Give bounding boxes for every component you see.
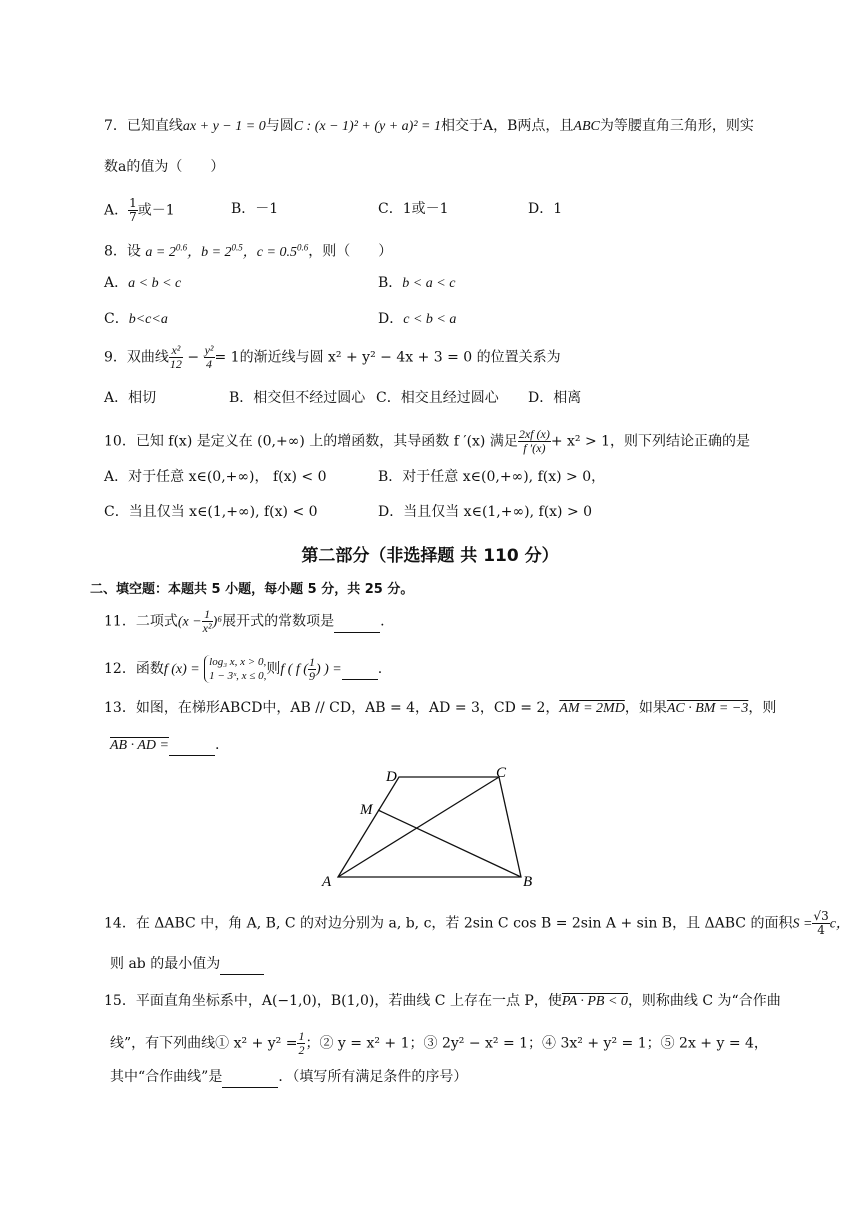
- q7-line-eq: ax + y − 1 = 0: [182, 119, 266, 134]
- q14-text-a: 在 ΔABC 中，角 A, B, C 的对边分别为 a, b, c，若 2sin C cos B = 2sin A + sin B，且 ΔABC 的面积: [135, 915, 793, 932]
- q15-text-a: 平面直角坐标系中，A(−1,0)，B(1,0)，若曲线 C 上存在一点 P，使: [135, 993, 562, 1009]
- section2-heading: 二、填空题：本题共 5 小题，每小题 5 分，共 25 分。: [90, 582, 414, 597]
- q8-option-c-text: b<c<a: [128, 312, 168, 327]
- q11-frac-den: x²: [202, 621, 212, 635]
- q8-option-d-text: c < b < a: [403, 312, 457, 327]
- q7-option-a-fraction: [128, 197, 138, 224]
- q9-option-b: [229, 388, 365, 408]
- q7-option-c-text: 1或－1: [402, 201, 449, 217]
- q14-number: 14．: [104, 915, 136, 932]
- q13-vec2: AC · BM = −3: [666, 701, 749, 716]
- q10-option-c: [104, 502, 318, 522]
- q10-option-b: [378, 467, 605, 487]
- q8-option-a-text: a < b < c: [128, 276, 182, 291]
- q13-number: 13．: [104, 700, 136, 716]
- q11-frac: [202, 608, 213, 635]
- q9-number: 9．: [104, 349, 127, 366]
- q9-line: 9．双曲线 $\frac{\text{x²}}{12}$ − $\frac{\text{y²}}{4}$ = 1的渐近线与圆 x² + y² − 4x + 3 = 0 的位置关系为: [104, 343, 561, 371]
- q13-text3: ，则: [748, 700, 777, 716]
- q7-frac-num: 1: [129, 196, 137, 210]
- q13-line2: [110, 735, 219, 756]
- q15-frac-den: 2: [298, 1043, 305, 1057]
- q15-line2: [110, 1030, 768, 1057]
- q12-frac: [308, 656, 316, 683]
- q7-line2: 数a的值为（ ）: [104, 159, 225, 175]
- q11-end: .: [380, 613, 385, 630]
- diagonal-ac: [338, 777, 499, 877]
- segment-bm: [378, 810, 521, 877]
- q15-line3: [110, 1067, 467, 1088]
- q8-text: 设: [126, 243, 141, 260]
- q13-vec3: AB · AD =: [110, 738, 169, 753]
- q15-frac-num: 1: [298, 1029, 305, 1043]
- q8-option-b: [378, 273, 455, 294]
- q10-option-d-label: D．: [378, 504, 404, 520]
- q15-line3-a: 其中“合作曲线”是: [110, 1069, 223, 1085]
- q9-option-c-label: C．: [376, 390, 401, 406]
- q15-line3-b: ．（填写所有满足条件的序号）: [278, 1069, 468, 1085]
- q12-piecewise: [204, 655, 266, 683]
- q8-option-d: [378, 309, 456, 330]
- q15-answer-blank[interactable]: [222, 1067, 278, 1088]
- q7-line1: [104, 116, 754, 137]
- q7-text-c: 相交于A，: [440, 118, 508, 134]
- q12-frac-num: 1: [308, 654, 315, 669]
- q14-line2-text: 则 ab 的最小值为: [110, 956, 221, 972]
- q9-option-a: [104, 388, 156, 408]
- q11-expr-a: (x −: [177, 614, 202, 630]
- q12-end: .: [377, 661, 383, 677]
- q11-text-b: 展开式的常数项是: [222, 613, 335, 630]
- q8-option-c-label: C．: [104, 311, 129, 327]
- q7-option-b-label: B．: [231, 201, 256, 217]
- q11-number: 11．: [104, 613, 136, 630]
- q13-end: .: [214, 737, 220, 753]
- q9-text-a: 双曲线: [126, 349, 169, 366]
- label-c: C: [496, 765, 507, 781]
- q7-option-d-text: 1: [553, 201, 563, 217]
- q12-case2: 1 − 3ˣ, x ≤ 0,: [209, 670, 267, 682]
- q7-option-a-label: A．: [104, 202, 129, 219]
- q7-circle-eq: C : (x − 1)² + (y + a)² = 1: [293, 119, 441, 134]
- q9-option-d-text: 相离: [553, 390, 582, 406]
- q10-text-a: 已知 f(x) 是定义在 (0,+∞) 上的增函数，其导函数 f ′(x) 满足: [135, 433, 518, 450]
- q8-option-b-label: B．: [378, 275, 403, 291]
- q7-option-b: [231, 199, 278, 219]
- q9-frac2-num: y²: [204, 343, 214, 357]
- q9-option-a-label: A．: [104, 390, 129, 406]
- q9-frac-1: [169, 344, 183, 371]
- q10-option-b-label: B．: [378, 469, 403, 485]
- q7-number: 7．: [104, 118, 127, 134]
- q8-option-d-label: D．: [378, 311, 404, 327]
- q10-frac-num: 2xf (x): [518, 427, 550, 441]
- q14-frac-den: 4: [817, 923, 825, 937]
- q9-option-d: [528, 388, 581, 408]
- q7-text-d: B两点，且: [507, 118, 574, 134]
- q10-frac-den: f ′(x): [523, 441, 546, 455]
- q8-option-a: [104, 273, 181, 294]
- q8-number: 8．: [104, 243, 127, 260]
- q14-line1: [104, 910, 850, 937]
- q10-option-d-text: 当且仅当 x∈(1,+∞), f(x) > 0: [403, 504, 593, 520]
- q9-frac2-den: 4: [206, 357, 213, 371]
- q15-line2-b: ；② y = x² + 1；③ 2y² − x² = 1；④ 3x² + y² = 1；⑤ 2x + y = 4，: [305, 1035, 768, 1052]
- label-d: D: [386, 769, 397, 785]
- q13-vec1: AM = 2MD: [559, 701, 625, 716]
- q9-text-b: = 1的渐近线与圆 x² + y² − 4x + 3 = 0 的位置关系为: [214, 349, 561, 366]
- q11-frac-num: 1: [202, 608, 213, 622]
- trapezoid-shape: [338, 777, 521, 877]
- q14-frac: [812, 910, 829, 937]
- trapezoid-figure: [310, 760, 550, 890]
- q12-fx: f (x) =: [163, 662, 200, 677]
- q15-number: 15．: [104, 993, 136, 1009]
- q7-frac-den: 7: [129, 210, 137, 224]
- q15-line2-a: 线”，有下列曲线① x² + y² =: [110, 1035, 298, 1052]
- q11-expr-b: )⁶: [212, 614, 223, 630]
- q8-option-a-label: A．: [104, 275, 129, 291]
- q12-ffe: ) ) =: [315, 662, 342, 677]
- q13-text2: ，如果: [624, 700, 667, 716]
- q9-frac1-den: 12: [169, 357, 182, 371]
- q7-text-b: 与圆: [265, 118, 294, 134]
- label-m: M: [360, 802, 373, 818]
- q12-text-b: 则: [266, 661, 281, 677]
- q10-option-d: [378, 502, 592, 522]
- q11-line: [104, 608, 385, 635]
- q9-option-c-text: 相交且经过圆心: [400, 390, 499, 406]
- q15-vec: PA · PB < 0: [561, 994, 628, 1009]
- q9-option-b-label: B．: [229, 390, 254, 406]
- q7-option-b-text: －1: [255, 201, 279, 217]
- q14-c: c，: [829, 916, 850, 932]
- q9-frac1-num: x²: [169, 344, 183, 358]
- q14-frac-num: √3: [813, 909, 829, 923]
- q12-case1: log₃ x, x > 0,: [209, 656, 267, 668]
- q7-text-e: 为等腰直角三角形，则实: [599, 118, 754, 134]
- part2-title: 第二部分（非选择题 共 110 分）: [301, 546, 559, 566]
- q10-option-a: [104, 467, 327, 487]
- q9-frac-2: [204, 344, 215, 371]
- q9-option-c: [376, 388, 499, 408]
- q10-number: 10．: [104, 433, 136, 450]
- q10-text-b: + x² > 1，则下列结论正确的是: [550, 433, 751, 450]
- q10-option-a-text: 对于任意 x∈(0,+∞)， f(x) < 0: [128, 469, 327, 485]
- q7-option-c: [378, 199, 449, 219]
- q10-option-c-text: 当且仅当 x∈(1,+∞), f(x) < 0: [128, 504, 318, 520]
- q8-option-b-text: b < a < c: [402, 276, 456, 291]
- q12-line: [104, 655, 382, 683]
- q15-text-b: ，则称曲线 C 为“合作曲: [627, 993, 781, 1009]
- q10-option-a-label: A．: [104, 469, 129, 485]
- q14-line2: [110, 954, 264, 975]
- q7-option-a: [104, 197, 175, 224]
- q9-option-b-text: 相交但不经过圆心: [253, 390, 366, 406]
- q10-line: [104, 428, 750, 455]
- label-a: A: [322, 874, 332, 890]
- q12-frac-den: 9: [308, 668, 315, 683]
- q15-line1: [104, 991, 781, 1012]
- q13-line1: [104, 698, 776, 719]
- q8-tail: ，则（ ）: [308, 243, 393, 260]
- q12-ff: f ( f (: [280, 662, 308, 677]
- q8-expr: $a = 2^{0.6}$，$b = 2^{0.5}$，$c = 0.5^{0.6}$: [145, 242, 309, 260]
- q7-option-a-text: 或－1: [137, 202, 175, 219]
- q9-option-d-label: D．: [528, 390, 554, 406]
- q14-s: S =: [792, 916, 813, 932]
- q12-answer-blank[interactable]: [342, 659, 378, 680]
- q10-frac: [518, 428, 551, 455]
- q7-option-d-label: D．: [528, 201, 554, 217]
- label-b: B: [523, 874, 533, 890]
- q8-option-c: [104, 309, 168, 330]
- q8-line: [104, 237, 392, 263]
- q13-answer-blank[interactable]: [169, 735, 215, 756]
- q10-option-c-label: C．: [104, 504, 129, 520]
- q7-option-c-label: C．: [378, 201, 403, 217]
- q12-number: 12．: [104, 661, 136, 677]
- q7-option-d: [528, 199, 562, 219]
- q10-option-b-text: 对于任意 x∈(0,+∞), f(x) > 0，: [402, 469, 606, 485]
- q9-option-a-text: 相切: [128, 390, 157, 406]
- q7-text-a: 已知直线: [126, 118, 183, 134]
- q7-triangle: ABC: [573, 119, 600, 134]
- q12-text-a: 函数: [135, 661, 164, 677]
- q11-answer-blank[interactable]: [334, 612, 380, 633]
- q13-text: 如图，在梯形ABCD中，AB // CD，AB = 4，AD = 3，CD = 2，: [135, 700, 560, 716]
- q11-text-a: 二项式: [135, 613, 178, 630]
- q14-answer-blank[interactable]: [220, 954, 264, 975]
